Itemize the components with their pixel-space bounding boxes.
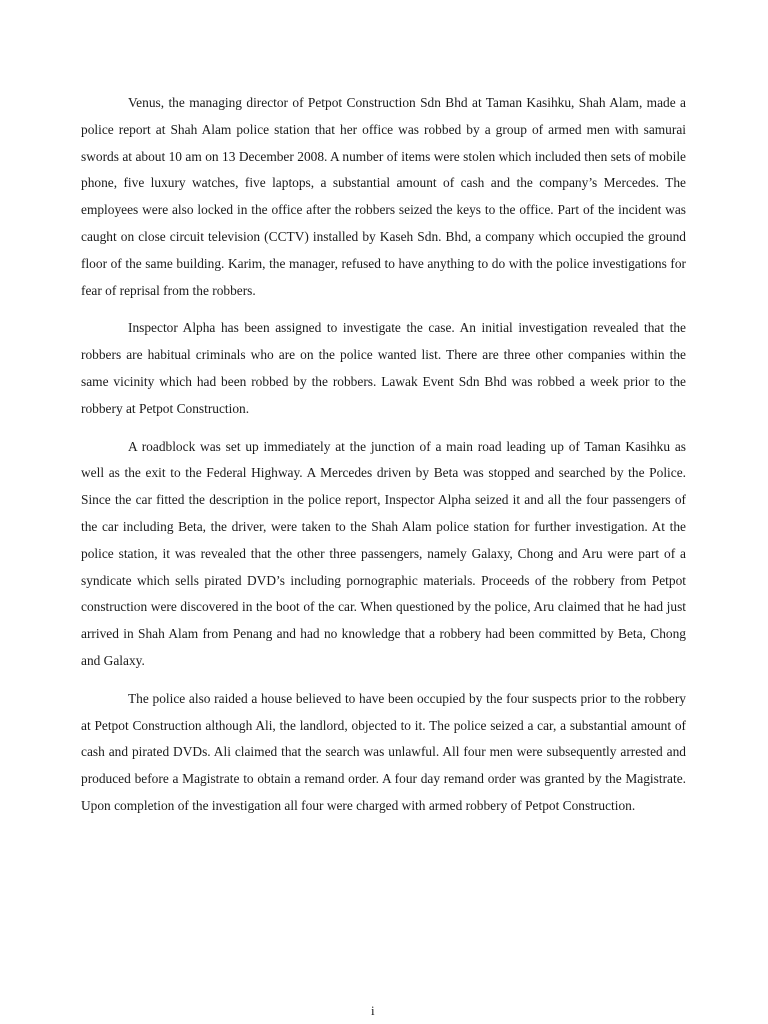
paragraph-3: A roadblock was set up immediately at the junction of a main road leading up of Taman Kasihku as well as the exit to the Federal Highway. A Mercedes driven by Beta was stopped and searched by the Police. Since the car fitted the description in the police report, Inspector Alpha seized it and all the four passengers of the car including Beta, the driver, were taken to the Shah Alam police station for further investigation. At the police station, it was revealed that the other three passengers, namely Galaxy, Chong and Aru were part of a syndicate which sells pirated DVD’s including pornographic materials. Proceeds of the robbery from Petpot construction were discovered in the boot of the car. When questioned by the police, Aru claimed that he had just arrived in Shah Alam from Penang and had no knowledge that a robbery had been committed by Beta, Chong and Galaxy. [81,438,686,668]
paragraph-2: Inspector Alpha has been assigned to investigate the case. An initial investigation revealed that the robbers are habitual criminals who are on the police wanted list. There are three other companies within the same vicinity which had been robbed by the robbers. Lawak Event Sdn Bhd was robbed a week prior to the robbery at Petpot Construction. [81,320,686,416]
paragraph-1: Venus, the managing director of Petpot Construction Sdn Bhd at Taman Kasihku, Shah Alam, made a police report at Shah Alam police station that her office was robbed by a group of armed men with samurai swords at about 10 am on 13 December 2008. A number of items were stolen which included then sets of mobile phone, five luxury watches, five laptops, a substantial amount of cash and the company’s Mercedes. The employees were also locked in the office after the robbers seized the keys to the office. Part of the incident was caught on close circuit television (CCTV) installed by Kaseh Sdn. Bhd, a company which occupied the ground floor of the same building. Karim, the manager, refused to have anything to do with the police investigations for fear of reprisal from the robbers. [81,95,686,298]
paragraph-4: The police also raided a house believed to have been occupied by the four suspects prior to the robbery at Petpot Construction although Ali, the landlord, objected to it. The police seized a car, a substantial amount of cash and pirated DVDs. Ali claimed that the search was unlawful. All four men were subsequently arrested and produced before a Magistrate to obtain a remand order. A four day remand order was granted by the Magistrate. Upon completion of the investigation all four were charged with armed robbery of Petpot Construction. [81,690,686,813]
document-body [81,90,686,831]
page-number: i [371,1003,375,1018]
